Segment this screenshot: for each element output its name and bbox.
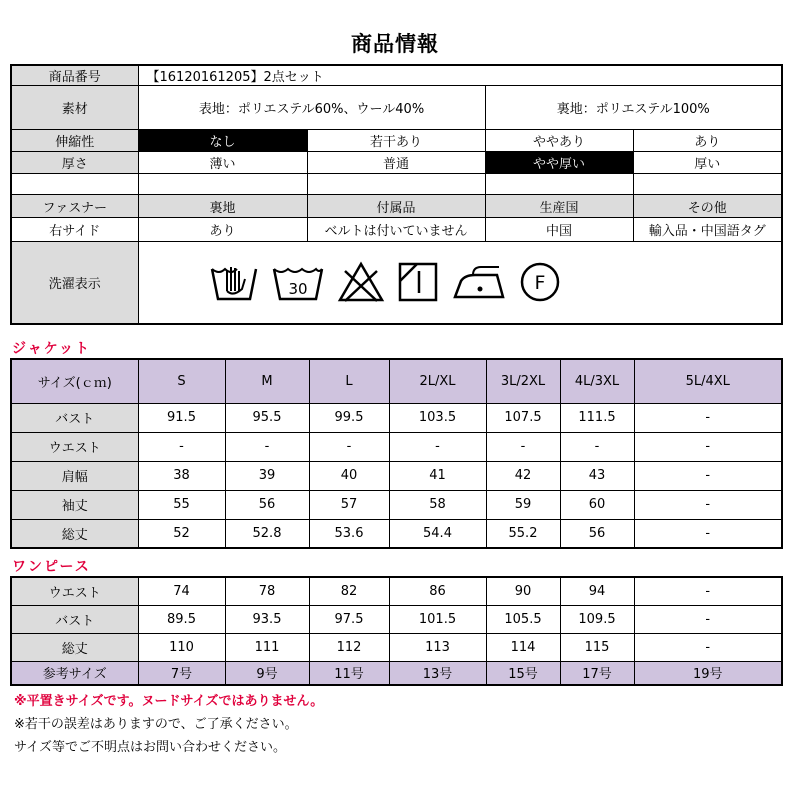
cell: 101.5 [389,605,486,633]
accessory-value: ベルトは付いていません [307,218,485,242]
ref-size-label: 参考サイズ [11,661,138,685]
size-header: 5L/4XL [634,359,782,403]
cell: - [634,461,782,490]
size-header: 3L/2XL [486,359,560,403]
lining-value: あり [138,218,307,242]
cell: 59 [486,490,560,519]
row-label: バスト [11,403,138,432]
material-lining: 裏地：ポリエステル100% [485,86,782,130]
hand-wash-icon [209,261,259,303]
wash-temp-text: 30 [287,280,308,299]
cell: 40 [309,461,389,490]
cell: 90 [486,577,560,605]
jacket-section-label: ジャケット [12,341,92,357]
cell: - [225,432,309,461]
cell: 97.5 [309,605,389,633]
table-row [11,661,782,685]
cell: 55.2 [486,519,560,548]
cell: 60 [560,490,634,519]
cell: - [634,519,782,548]
dress-section-label: ワンピース [12,559,91,575]
empty-cell [307,174,485,195]
size-header-label: サイズ(ｃｍ) [11,359,138,403]
cell: 56 [225,490,309,519]
cell: 58 [389,490,486,519]
origin-header: 生産国 [485,195,633,218]
cell: 95.5 [225,403,309,432]
empty-cell [138,174,307,195]
dry-clean-letter: F [534,272,545,295]
cell: 89.5 [138,605,225,633]
thickness-option: 普通 [307,152,485,174]
cell: 82 [309,577,389,605]
cell: 39 [225,461,309,490]
cell: - [634,605,782,633]
cell: 15号 [486,661,560,685]
empty-cell [485,174,633,195]
page-title: 商品情報 [351,32,439,56]
cell: - [634,403,782,432]
cell: - [389,432,486,461]
cell: 54.4 [389,519,486,548]
thickness-option: 厚い [633,152,782,174]
note-tolerance: ※若干の誤差はありますので、ご了承ください。 [14,717,298,732]
cell: 113 [389,633,486,661]
note-flat-measurement: ※平置きサイズです。ヌードサイズではありません。 [14,694,324,709]
dress-size-table [10,576,783,686]
low-iron-icon [451,261,507,303]
cell: 9号 [225,661,309,685]
no-bleach-icon [337,261,385,303]
row-label: 肩幅 [11,461,138,490]
cell: 55 [138,490,225,519]
cell: 19号 [634,661,782,685]
cell: 38 [138,461,225,490]
accessory-header: 付属品 [307,195,485,218]
care-symbols [139,242,782,322]
cell: - [634,432,782,461]
cell: 111.5 [560,403,634,432]
cell: 78 [225,577,309,605]
cell: 56 [560,519,634,548]
cell: 99.5 [309,403,389,432]
cell: - [309,432,389,461]
cell: 7号 [138,661,225,685]
cell: 107.5 [486,403,560,432]
table-row [11,605,782,633]
line-dry-icon [397,261,439,303]
table-row [11,577,782,605]
stretch-option: ややあり [485,130,633,152]
cell: 105.5 [486,605,560,633]
size-header: S [138,359,225,403]
cell: 53.6 [309,519,389,548]
table-row [11,633,782,661]
fastener-value: 右サイド [11,218,138,242]
cell: - [634,633,782,661]
thickness-option: 薄い [138,152,307,174]
cell: 74 [138,577,225,605]
cell: 42 [486,461,560,490]
cell: 94 [560,577,634,605]
empty-cell [11,174,138,195]
row-label: ウエスト [11,577,138,605]
cell: 43 [560,461,634,490]
cell: 52.8 [225,519,309,548]
cell: - [486,432,560,461]
material-outer: 表地：ポリエステル60%、ウール40% [138,86,485,130]
cell: 91.5 [138,403,225,432]
stretch-label: 伸縮性 [11,130,138,152]
thickness-option: やや厚い [485,152,633,174]
cell: 110 [138,633,225,661]
stretch-option: なし [138,130,307,152]
cell: - [138,432,225,461]
cell: 109.5 [560,605,634,633]
size-header: 4L/3XL [560,359,634,403]
cell: - [560,432,634,461]
item-no-value: 【16120161205】2点セット [138,65,782,86]
cell: 17号 [560,661,634,685]
row-label: 総丈 [11,633,138,661]
cell: 13号 [389,661,486,685]
empty-cell [633,174,782,195]
cell: 111 [225,633,309,661]
table-row [11,519,782,548]
cell: 93.5 [225,605,309,633]
cell: 112 [309,633,389,661]
cell: 103.5 [389,403,486,432]
table-row [11,432,782,461]
thickness-label: 厚さ [11,152,138,174]
row-label: 袖丈 [11,490,138,519]
other-header: その他 [633,195,782,218]
jacket-size-table [10,358,783,549]
size-header: L [309,359,389,403]
wash-30-icon [271,261,325,303]
stretch-option: あり [633,130,782,152]
origin-value: 中国 [485,218,633,242]
dry-clean-f-icon [519,261,561,303]
note-contact: サイズ等でご不明点はお問い合わせください。 [14,740,286,755]
cell: 86 [389,577,486,605]
stretch-option: 若干あり [307,130,485,152]
product-info-table [10,64,783,325]
fastener-label: ファスナー [11,195,138,218]
cell: - [634,577,782,605]
item-no-label: 商品番号 [11,65,138,86]
cell: - [634,490,782,519]
care-label: 洗濯表示 [11,242,138,324]
material-label: 素材 [11,86,138,130]
cell: 114 [486,633,560,661]
cell: 11号 [309,661,389,685]
table-row [11,490,782,519]
lining-header: 裏地 [138,195,307,218]
row-label: ウエスト [11,432,138,461]
other-value: 輸入品・中国語タグ [633,218,782,242]
cell: 115 [560,633,634,661]
row-label: バスト [11,605,138,633]
size-header: M [225,359,309,403]
size-header: 2L/XL [389,359,486,403]
cell: 57 [309,490,389,519]
cell: 52 [138,519,225,548]
row-label: 総丈 [11,519,138,548]
cell: 41 [389,461,486,490]
table-row [11,403,782,432]
table-row [11,461,782,490]
